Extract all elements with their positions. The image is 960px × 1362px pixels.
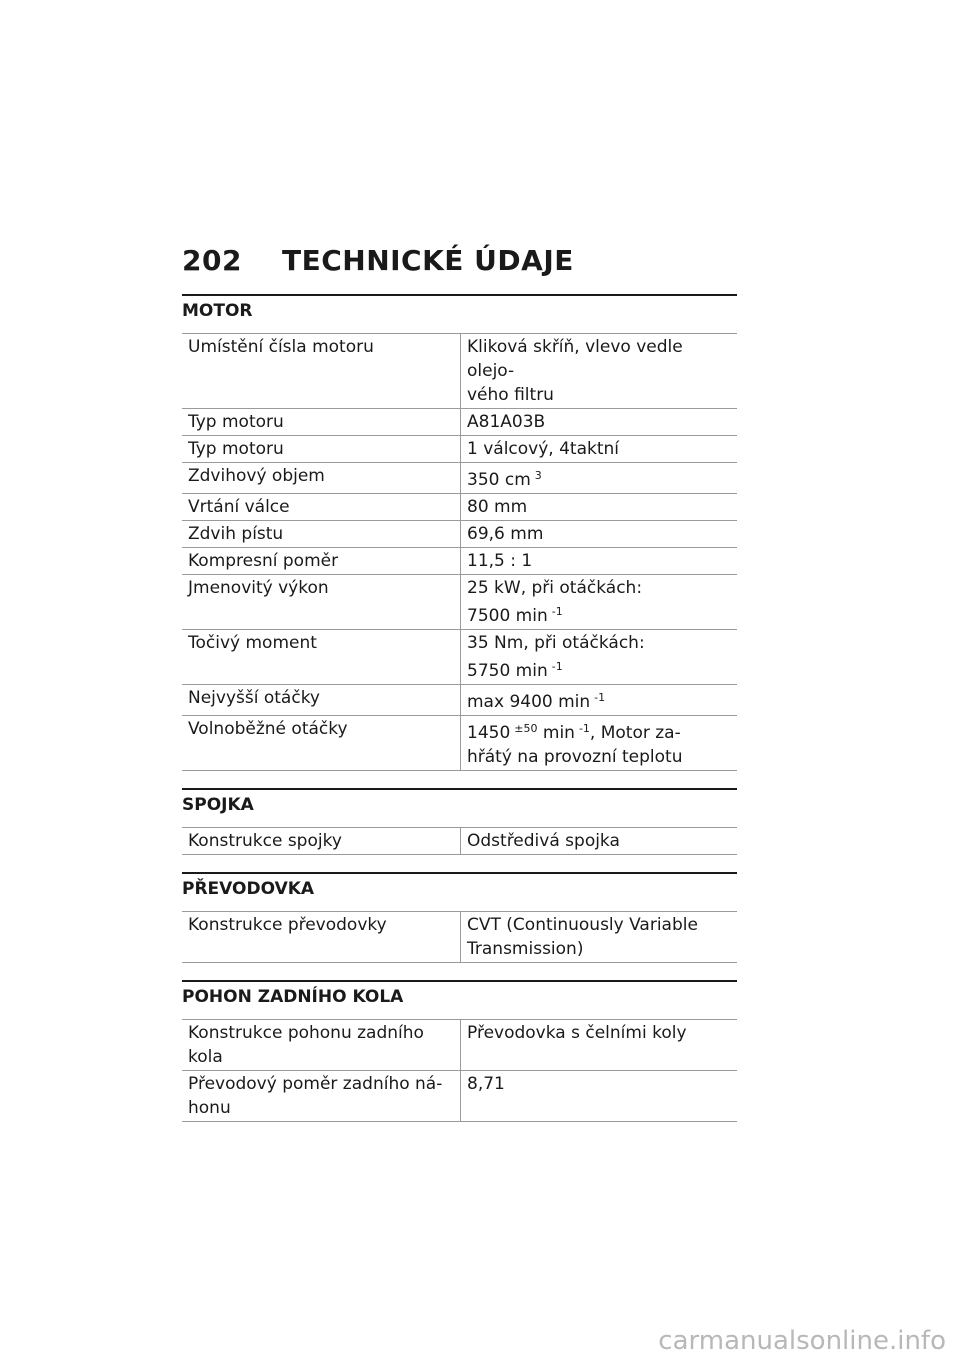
section-spojka bbox=[182, 788, 737, 855]
spec-label: Typ motoru bbox=[182, 436, 461, 463]
table-row bbox=[182, 521, 737, 548]
table-row bbox=[182, 630, 737, 685]
spec-value: 35 Nm, při otáčkách: 5750 min $^{-1}$ bbox=[461, 630, 738, 685]
section-title: POHON ZADNÍHO KOLA bbox=[182, 980, 737, 1019]
table-row bbox=[182, 548, 737, 575]
spec-value: 1 válcový, 4taktní bbox=[461, 436, 738, 463]
spec-label: Převodový poměr zadního ná- honu bbox=[182, 1071, 461, 1122]
spec-value: 1450 $^{\pm 50}$ min $^{-1}$, Motor za- hřátý na provozní teplotu bbox=[461, 716, 738, 771]
table-row bbox=[182, 575, 737, 630]
spec-content bbox=[182, 294, 737, 1139]
spec-label: Točivý moment bbox=[182, 630, 461, 685]
spec-value: A81A03B bbox=[461, 409, 738, 436]
section-pohon bbox=[182, 980, 737, 1122]
spec-label: Vrtání válce bbox=[182, 494, 461, 521]
page-number: 202 bbox=[182, 244, 242, 277]
section-title: MOTOR bbox=[182, 294, 737, 333]
section-motor bbox=[182, 294, 737, 771]
table-row bbox=[182, 436, 737, 463]
page-header bbox=[182, 244, 574, 277]
section-title: SPOJKA bbox=[182, 788, 737, 827]
spec-label: Zdvih pístu bbox=[182, 521, 461, 548]
superscript: -1 bbox=[594, 691, 606, 704]
spec-label: Zdvihový objem bbox=[182, 463, 461, 494]
superscript: 3 bbox=[534, 469, 542, 482]
table-row bbox=[182, 1071, 737, 1122]
section-prevodovka bbox=[182, 872, 737, 963]
spec-label: Typ motoru bbox=[182, 409, 461, 436]
table-row bbox=[182, 334, 737, 409]
spec-table bbox=[182, 911, 737, 963]
spec-value: 350 cm $^3$ bbox=[461, 463, 738, 494]
superscript: ±50 bbox=[514, 722, 538, 735]
spec-label: Konstrukce převodovky bbox=[182, 912, 461, 963]
spec-value: 25 kW, při otáčkách: 7500 min $^{-1}$ bbox=[461, 575, 738, 630]
spec-table bbox=[182, 827, 737, 855]
superscript: -1 bbox=[551, 605, 563, 618]
table-row bbox=[182, 828, 737, 855]
spec-table bbox=[182, 1019, 737, 1122]
superscript: -1 bbox=[578, 722, 590, 735]
spec-value: 80 mm bbox=[461, 494, 738, 521]
spec-value: Kliková skříň, vlevo vedle olejo- vého filtru bbox=[461, 334, 738, 409]
spec-label: Volnoběžné otáčky bbox=[182, 716, 461, 771]
spec-label: Jmenovitý výkon bbox=[182, 575, 461, 630]
table-row bbox=[182, 463, 737, 494]
superscript: -1 bbox=[551, 660, 563, 673]
page-title: TECHNICKÉ ÚDAJE bbox=[282, 244, 574, 277]
table-row bbox=[182, 1020, 737, 1071]
spec-table bbox=[182, 333, 737, 771]
spec-value: max 9400 min $^{-1}$ bbox=[461, 685, 738, 716]
spec-value: 11,5 : 1 bbox=[461, 548, 738, 575]
table-row bbox=[182, 409, 737, 436]
table-row bbox=[182, 494, 737, 521]
spec-label: Konstrukce pohonu zadního kola bbox=[182, 1020, 461, 1071]
spec-value: 8,71 bbox=[461, 1071, 738, 1122]
spec-value: 69,6 mm bbox=[461, 521, 738, 548]
spec-label: Kompresní poměr bbox=[182, 548, 461, 575]
table-row bbox=[182, 716, 737, 771]
spec-value: Převodovka s čelními koly bbox=[461, 1020, 738, 1071]
table-row bbox=[182, 685, 737, 716]
table-row bbox=[182, 912, 737, 963]
section-title: PŘEVODOVKA bbox=[182, 872, 737, 911]
watermark: carmanualsonline.info bbox=[658, 1326, 946, 1356]
spec-label: Nejvyšší otáčky bbox=[182, 685, 461, 716]
spec-value: CVT (Continuously Variable Transmission) bbox=[461, 912, 738, 963]
spec-label: Umístění čísla motoru bbox=[182, 334, 461, 409]
spec-value: Odstředivá spojka bbox=[461, 828, 738, 855]
spec-label: Konstrukce spojky bbox=[182, 828, 461, 855]
